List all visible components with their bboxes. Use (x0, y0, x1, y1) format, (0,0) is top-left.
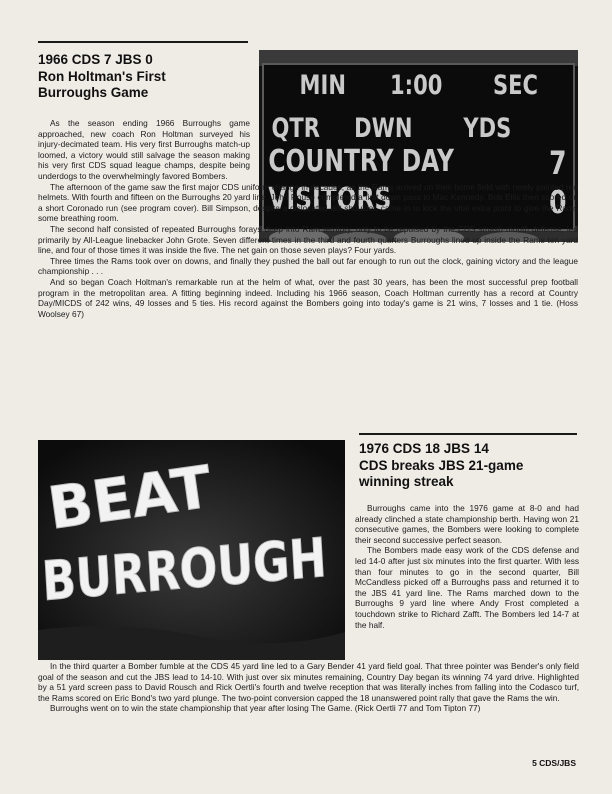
scoreboard-visitor-score: 0 (549, 182, 567, 221)
scoreboard-min: MIN (299, 69, 346, 101)
page-number: 5 CDS/JBS (532, 758, 576, 768)
article1-headline-line2: Ron Holtman's First (38, 68, 166, 84)
article2-paragraph-1: Burroughs came into the 1976 game at 8-0 and had already clinched a state championship berth. Having won 21 consecutive games, the Bombers were looking to complete their second successive perfect season. (355, 503, 579, 545)
article2-headline (359, 441, 579, 491)
article1-paragraph-5: And so began Coach Holtman's remarkable run at the helm of what, over the past 30 years, has been the most successful prep football program in the metropolitan area. A fitting beginning indeed. Including his 1966 season, Coach Holtman currently has a record at Country Day/MICDS of 242 wins, 49 losses and 5 ties. His record against the Bombers going into today's game is 21 wins, 7 losses and 1 tie. (Hoss Woolsey 67) (38, 276, 578, 319)
article2-paragraph-4: Burroughs went on to win the state championship that year after losing The Game. (Rick Oertli 77 and Tom Tipton 77) (50, 703, 481, 714)
article2-headline-line1: 1976 CDS 18 JBS 14 (359, 441, 489, 456)
beat-burroughs-banner-photo (38, 440, 345, 660)
article1-headline-line3: Burroughs Game (38, 85, 149, 100)
article2-paragraph-2: The Bombers made easy work of the CDS defense and led 14-0 after just six minutes into the first quarter. With less than four minutes to go in the second quarter, Bill McCandless picked off a Burroughs pass and returned it to the JBS 41 yard line. The Rams marched down to the Burroughs 9 yard line where Andy Frost completed a touchdown strike to Richard Zafft. The Bombers led 14-7 at the half. (355, 545, 579, 630)
scoreboard-home-score: 7 (549, 143, 567, 182)
banner-word-burrough: BURROUGH (40, 525, 329, 614)
scoreboard-dwn: DWN (354, 112, 413, 144)
top-rule (38, 41, 248, 43)
article2-paragraph-3: In the third quarter a Bomber fumble at the CDS 45 yard line led to a Gary Bender 41 yard field goal. That three pointer was Bender's only field goal of the season and cut the JBS lead to 14-10. With just over six minutes remaining, Country Day began its winning 74 yard drive. Highlighted by a 51 yard screen pass to David Rousch and Rick Oertli's fourth and twelve reception that was literally inches from falling into the Codasco turf, the Rams scored on Eric Bond's two yard plunge. The two-point conversion capped the 18 unanswered point rally that gave the Rams the win. (38, 661, 579, 703)
article2-headline-line3: winning streak (359, 474, 454, 489)
mid-rule (359, 433, 577, 435)
article2-headline-line2: CDS breaks JBS 21-game (359, 457, 524, 473)
scoreboard-qtr: QTR (271, 112, 320, 144)
scoreboard-home-team: COUNTRY DAY (268, 144, 454, 179)
article1-headline (38, 52, 253, 102)
scoreboard-yds: YDS (463, 112, 512, 144)
scoreboard-sec: SEC (492, 69, 538, 101)
scoreboard-time: 1:00 (390, 69, 443, 101)
article2-side-column (355, 503, 579, 630)
banner-word-beat: BEAT (44, 452, 216, 543)
article1-paragraph-2: The afternoon of the game saw the first major CDS uniform change in decades, as the Rams arrived on their home field with newly painted red helmets. With fourth and fifteen on the Burroughs 20 yard line, John Rouse completed a first down pass to Mac Kennedy. Bob Ellis then scored on a short Coronado run (see program cover). Bill Simpson, despite a dislocated left shoulder, came in to kick the vital extra point to give the Rams some breathing room. (38, 181, 578, 224)
article1-paragraph-1: As the season ending 1966 Burroughs game approached, new coach Ron Holtman surveyed his injury-decimated team. His very first Burroughs match-up loomed, a victory would still salvage the season making his very first CDS squad league champs, despite being underdogs to the overwhelmingly favored Bombers. (38, 118, 250, 181)
article1-headline-line1: 1966 CDS 7 JBS 0 (38, 52, 153, 67)
article1-paragraph-3: The second half consisted of repeated Burroughs forays deep into Ram territory, only to be repulsed by the CDS smash mouth defense, led primarily by All-League linebacker John Grote. Seven different times in the third and fourth quarters Burroughs lined up inside the Rams ten yard line, and four of those times it was inside the five. The net gain on those seven plays? Four yards. (38, 223, 578, 256)
article1-body (38, 118, 578, 319)
scoreboard-visitors: VISITORS (268, 182, 392, 217)
article2-body (38, 661, 579, 714)
article1-paragraph-4: Three times the Rams took over on downs, and finally they pushed the ball out far enough to run out the clock, gaining victory and the league championship . . . (38, 255, 578, 277)
